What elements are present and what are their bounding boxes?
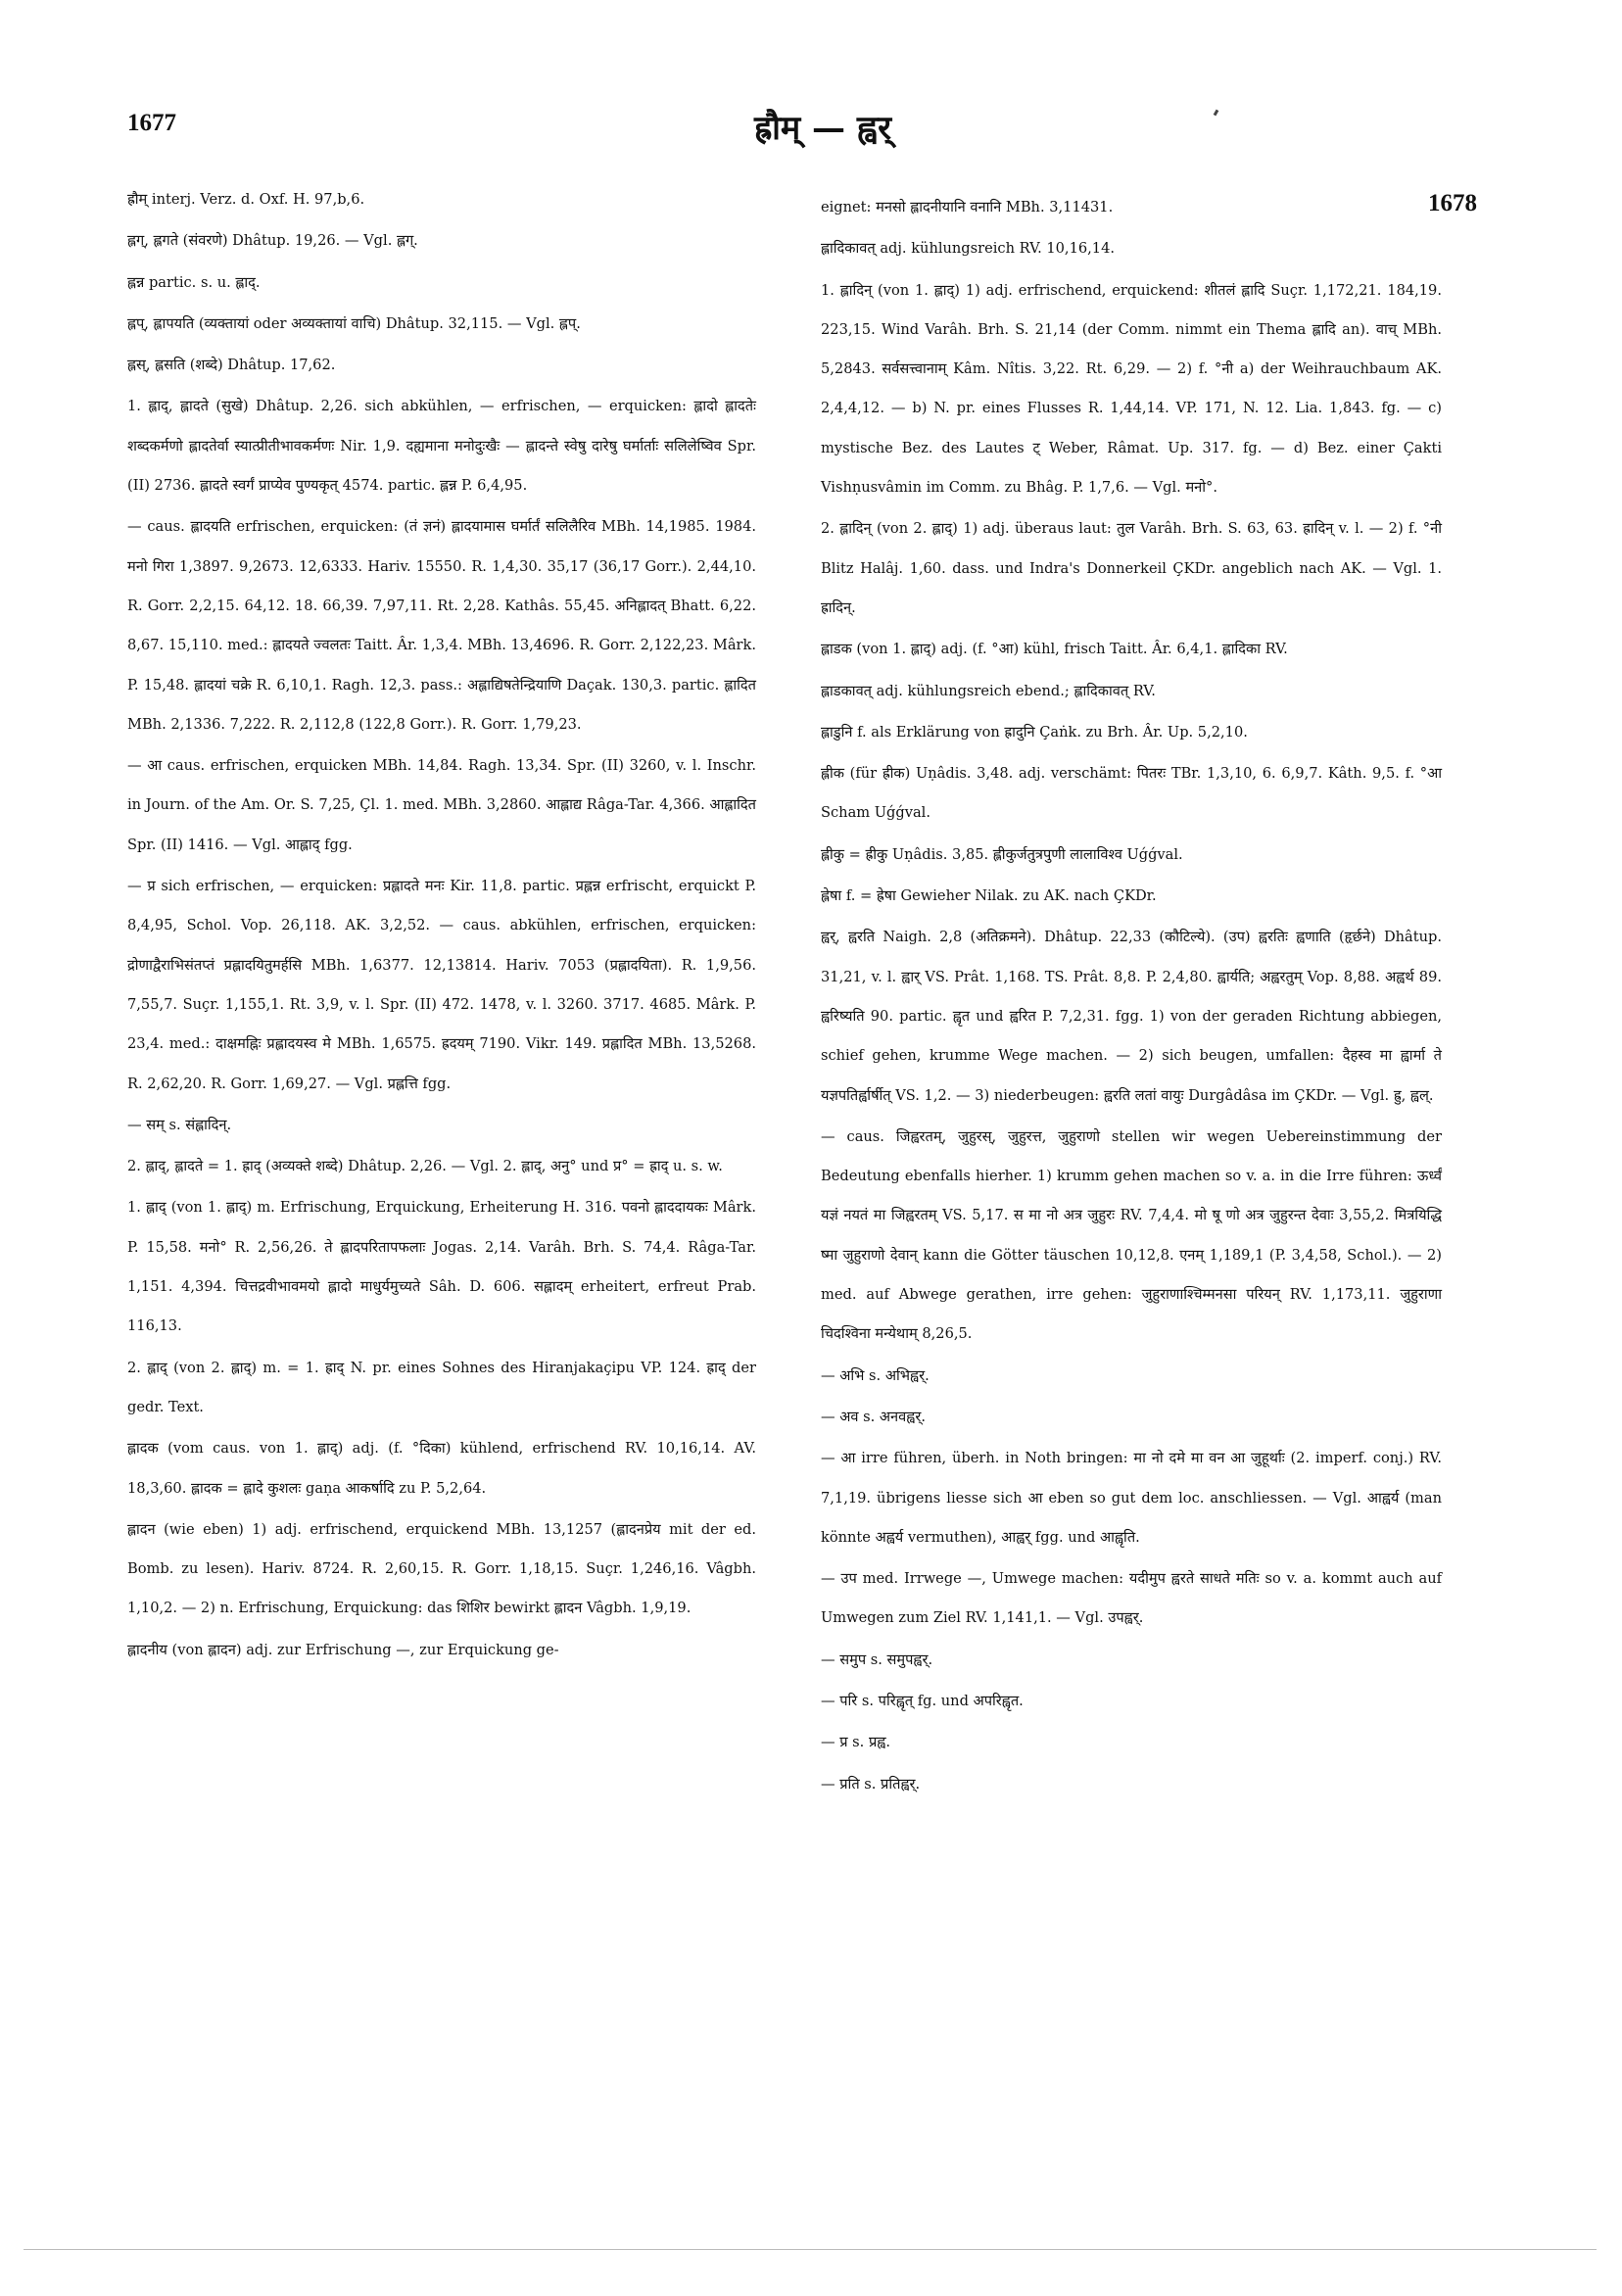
entry: ह्लाडक (von 1. ह्लाद्) adj. (f. °आ) kühl, frisch Taitt. Âr. 6,4,1. ह्लादिका RV. (821, 641, 1288, 658)
entry: 2. ह्लाद् (von 2. ह्लाद्) m. = 1. ह्राद् N. pr. eines Sohnes des Hiranjakaçipu VP. 124. ह्राद् der gedr. Text. (127, 1359, 756, 1415)
entry: ह्लाडकावत् adj. kühlungsreich ebend.; ह्लादिकावत् RV. (821, 682, 1156, 699)
left-column (127, 180, 756, 1672)
entry: ह्लस्, ह्लसति (शब्दे) Dhâtup. 17,62. (127, 357, 336, 374)
entry: — caus. जिह्वरतम्, जुहुरस्, जुहुरत्त, जुहुराणो stellen wir wegen Uebereinstimmung der Bedeutung ebenfalls hierher. 1) krumm gehen machen so v. a. in die Irre führen: ऊर्ध्वं यज्ञं नयतं मा जिह्वरतम् VS. 5,17. स मा नो अत्र जुहुरः RV. 7,4,4. मो षू णो अत्र जुहुरन्त देवाः 3,55,2. मित्रयिद्धि ष्मा जुहुराणो देवान् kann die Götter täuschen 10,12,8. एनम् 1,189,1 (P. 3,4,58, Schol.). — 2) med. auf Abwege gerathen, irre gehen: जुहुराणाश्चिम्मनसा परियन् RV. 1,173,11. जुहुराणा चिदश्विना मन्येथाम् 8,26,5. (821, 1127, 1442, 1343)
running-title: ह्रौम् — ह्वर् (754, 109, 891, 148)
entry: — समुप s. समुपह्वर्. (821, 1650, 933, 1668)
entry: — अव s. अनवह्वर्. (821, 1408, 926, 1425)
entry: ह्लादन (wie eben) 1) adj. erfrischend, erquickend MBh. 13,1257 (ह्लादनप्रेय mit der ed. Bomb. zu lesen). Hariv. 8724. R. 2,60,15. R. Gorr. 1,18,15. Suçr. 1,246,16. Vâgbh. 1,10,2. — 2) n. Erfrischung, Erquickung: das शिशिर bewirkt ह्लादन Vâgbh. 1,9,19. (127, 1520, 756, 1617)
scan-speck (1214, 110, 1219, 117)
entry: ह्लादक (vom caus. von 1. ह्लाद्) adj. (f. °दिका) kühlend, erfrischend RV. 10,16,14. AV. 18,3,60. ह्लादक = ह्लादे कुशलः gaṇa आकर्षादि zu P. 5,2,64. (127, 1440, 756, 1497)
entry: ह्लीकु = ह्रीकु Uṇâdis. 3,85. ह्लीकुर्जतुत्रपुणी लालाविश्व Uǵǵval. (821, 845, 1183, 863)
page-number-left: 1677 (127, 110, 176, 136)
entry: — उप med. Irrwege —, Umwege machen: यदीमुप ह्वरते साधते मतिः so v. a. kommt auch auf Umwegen zum Ziel RV. 1,141,1. — Vgl. उपह्वर्. (821, 1570, 1442, 1627)
entry: — अभि s. अभिह्वर्. (821, 1366, 930, 1384)
page-number-right: 1678 (1428, 190, 1477, 216)
entry: ह्रौम् interj. Verz. d. Oxf. H. 97,b,6. (127, 191, 365, 208)
entry: ह्लाडुनि f. als Erklärung von ह्रादुनि Çaṅk. zu Brh. Âr. Up. 5,2,10. (821, 723, 1248, 741)
entry: eignet: मनसो ह्लादनीयानि वनानि MBh. 3,11431. (821, 199, 1114, 215)
entry: 1. ह्लाद् (von 1. ह्लाद्) m. Erfrischung, Erquickung, Erheiterung H. 316. पवनो ह्लाददायकः Mârk. P. 15,58. मनो° R. 2,56,26. ते ह्लादपरितापफलाः Jogas. 2,14. Varâh. Brh. S. 74,4. Râga-Tar. 1,151. 4,394. चित्तद्रवीभावमयो ह्लादो माधुर्यमुच्यते Sâh. D. 606. सह्लादम् erheitert, erfreut Prab. 116,13. (127, 1199, 756, 1335)
entry: — आ irre führen, überh. in Noth bringen: मा नो दमे मा वन आ जुहूर्थाः (2. imperf. conj.) RV. 7,1,19. übrigens liesse sich आ eben so gut dem loc. anschliessen. — Vgl. आह्वर्य (man könnte अह्वर्य vermuthen), आह्वर् fgg. und आह्वृति. (821, 1450, 1442, 1546)
entry: ह्वर्, ह्वरति Naigh. 2,8 (अतिक्रमने). Dhâtup. 22,33 (कौटिल्ये). (उप) ह्वरतिः ह्वणाति (हृर्छने) Dhâtup. 31,21, v. l. ह्वार् VS. Prât. 1,168. TS. Prât. 8,8. P. 2,4,80. ह्वार्यति; अह्वरतुम् Vop. 8,88. अह्वर्थ 89. ह्वरिष्यति 90. partic. ह्वृत und ह्वरित P. 7,2,31. fgg. 1) von der geraden Richtung abbiegen, schief gehen, krumme Wege machen. — 2) sich beugen, umfallen: दैहस्व मा ह्वार्मा ते यज्ञपतिर्ह्वार्षीत् VS. 1,2. — 3) niederbeugen: ह्वरति लतां वायुः Durgâdâsa im ÇKDr. — Vgl. ह्रु, ह्वल्. (821, 929, 1442, 1104)
entry: ह्लप्, ह्लापयति (व्यक्तायां oder अव्यक्तायां वाचि) Dhâtup. 32,115. — Vgl. ह्लप्. (127, 314, 581, 332)
entry: 2. ह्लाद्, ह्लादते = 1. ह्राद् (अव्यक्ते शब्दे) Dhâtup. 2,26. — Vgl. 2. ह्लाद्, अनु° und प्र° = ह्राद् u. s. w. (127, 1158, 723, 1175)
bottom-rule (24, 2249, 1597, 2250)
entry: — सम् s. संह्लादिन्. (127, 1116, 232, 1133)
entry: ह्लन्न partic. s. u. ह्लाद्. (127, 273, 261, 291)
entry: — caus. ह्लादयति erfrischen, erquicken: (तं ज्ञनं) ह्लादयामास घर्मार्तं सलिलैरिव MBh. 14,1985. 1984. मनो गिरा 1,3897. 9,2673. 12,6333. Hariv. 15550. R. 1,4,30. 35,17 (36,17 Gorr.). 2,44,10. R. Gorr. 2,2,15. 64,12. 18. 66,39. 7,97,11. Rt. 2,28. Kathâs. 55,45. अनिह्लादत् Bhatt. 6,22. 8,67. 15,110. med.: ह्लादयते ज्वलतः Taitt. Âr. 1,3,4. MBh. 13,4696. R. Gorr. 2,122,23. Mârk. P. 15,48. ह्लादयां चक्रे R. 6,10,1. Ragh. 12,3. pass.: अह्लाद्यिषतेन्द्रियाणि Daçak. 130,3. partic. ह्लादित MBh. 2,1336. 7,222. R. 2,112,8 (122,8 Gorr.). R. Gorr. 1,79,23. (127, 518, 756, 733)
entry: — प्र sich erfrischen, — erquicken: प्रह्लादते मनः Kir. 11,8. partic. प्रह्लन्न erfrischt, erquickt P. 8,4,95, Schol. Vop. 26,118. AK. 3,2,52. — caus. abkühlen, erfrischen, erquicken: द्रोणाद्वैराभिसंतप्तं प्रह्लादयितुमर्हसि MBh. 1,6377. 12,13814. Hariv. 7053 (प्रह्लादयिता). R. 1,9,56. 7,55,7. Suçr. 1,155,1. Rt. 3,9, v. l. Spr. (II) 472. 1478, v. l. 3260. 3717. 4685. Mârk. P. 23,4. med.: दाक्षमह्निः प्रह्लादयस्व मे MBh. 1,6575. ह्रदयम् 7190. Vikr. 149. प्रह्लादित MBh. 13,5268. R. 2,62,20. R. Gorr. 1,69,27. — Vgl. प्रह्लत्ति fgg. (127, 878, 756, 1092)
entry: 1. ह्लाद्, ह्लादते (सुखे) Dhâtup. 2,26. sich abkühlen, — erfrischen, — erquicken: ह्लादो ह्लादतेः शब्दकर्मणो ह्लादतेर्वा स्यात्प्रीतीभावकर्मणः Nir. 1,9. दह्यमाना मनोदुःखैः — ह्लादन्ते स्वेषु दारेषु घर्मार्ताः सलिलेष्विव Spr. (II) 2736. ह्लादते स्वर्गं प्राप्येव पुण्यकृत् 4574. partic. ह्लन्न P. 6,4,95. (127, 398, 756, 495)
entry: ह्लादिकावत् adj. kühlungsreich RV. 10,16,14. (821, 240, 1115, 258)
entry: ह्लग्, ह्लगते (संवरणे) Dhâtup. 19,26. — Vgl. ह्लग्. (127, 232, 418, 250)
entry: — आ caus. erfrischen, erquicken MBh. 14,84. Ragh. 13,34. Spr. (II) 3260, v. l. Inschr. in Journ. of the Am. Or. S. 7,25, Çl. 1. med. MBh. 3,2860. आह्लाद्य Râga-Tar. 4,366. आह्लादित Spr. (II) 1416. — Vgl. आह्लाद् fgg. (127, 757, 756, 853)
entry: 1. ह्लादिन् (von 1. ह्लाद्) 1) adj. erfrischend, erquickend: शीतलं ह्लादि Suçr. 1,172,21. 184,19. 223,15. Wind Varâh. Brh. S. 21,14 (der Comm. nimmt ein Thema ह्लादि an). वाच् MBh. 5,2843. सर्वसत्त्वानाम् Kâm. Nîtis. 3,22. Rt. 6,29. — 2) f. °नी a) der Weihrauchbaum AK. 2,4,4,12. — b) N. pr. eines Flusses R. 1,44,14. VP. 171, N. 12. Lia. 1,843. fg. — c) mystische Bez. des Lautes ट् Weber, Râmat. Up. 317. fg. — d) Bez. einer Çakti Vishṇusvâmin im Comm. zu Bhâg. P. 1,7,6. — Vgl. मनो°. (821, 281, 1442, 497)
entry: ह्लीक (für ह्रीक) Uṇâdis. 3,48. adj. verschämt: पितरः TBr. 1,3,10, 6. 6,9,7. Kâth. 9,5. f. °आ Scham Uǵǵval. (821, 765, 1442, 822)
entry: — प्रति s. प्रतिह्वर्. (821, 1775, 921, 1793)
right-column (821, 188, 1442, 1806)
entry: — परि s. परिह्वृत् fg. und अपरिह्वृत. (821, 1692, 1024, 1709)
entry: — प्र s. प्रह्व. (821, 1734, 890, 1751)
entry: 2. ह्लादिन् (von 2. ह्लाद्) 1) adj. überaus laut: तुल Varâh. Brh. S. 63, 63. ह्रादिन् v. l. — 2) f. °नी Blitz Halâj. 1,60. dass. und Indra's Donnerkeil ÇKDr. angeblich nach AK. — Vgl. 1. ह्रादिन्. (821, 520, 1442, 616)
entry: ह्लादनीय (von ह्लादन) adj. zur Erfrischung —, zur Erquickung ge- (127, 1641, 559, 1658)
entry: ह्लेषा f. = ह्रेषा Gewieher Nilak. zu AK. nach ÇKDr. (821, 887, 1157, 905)
